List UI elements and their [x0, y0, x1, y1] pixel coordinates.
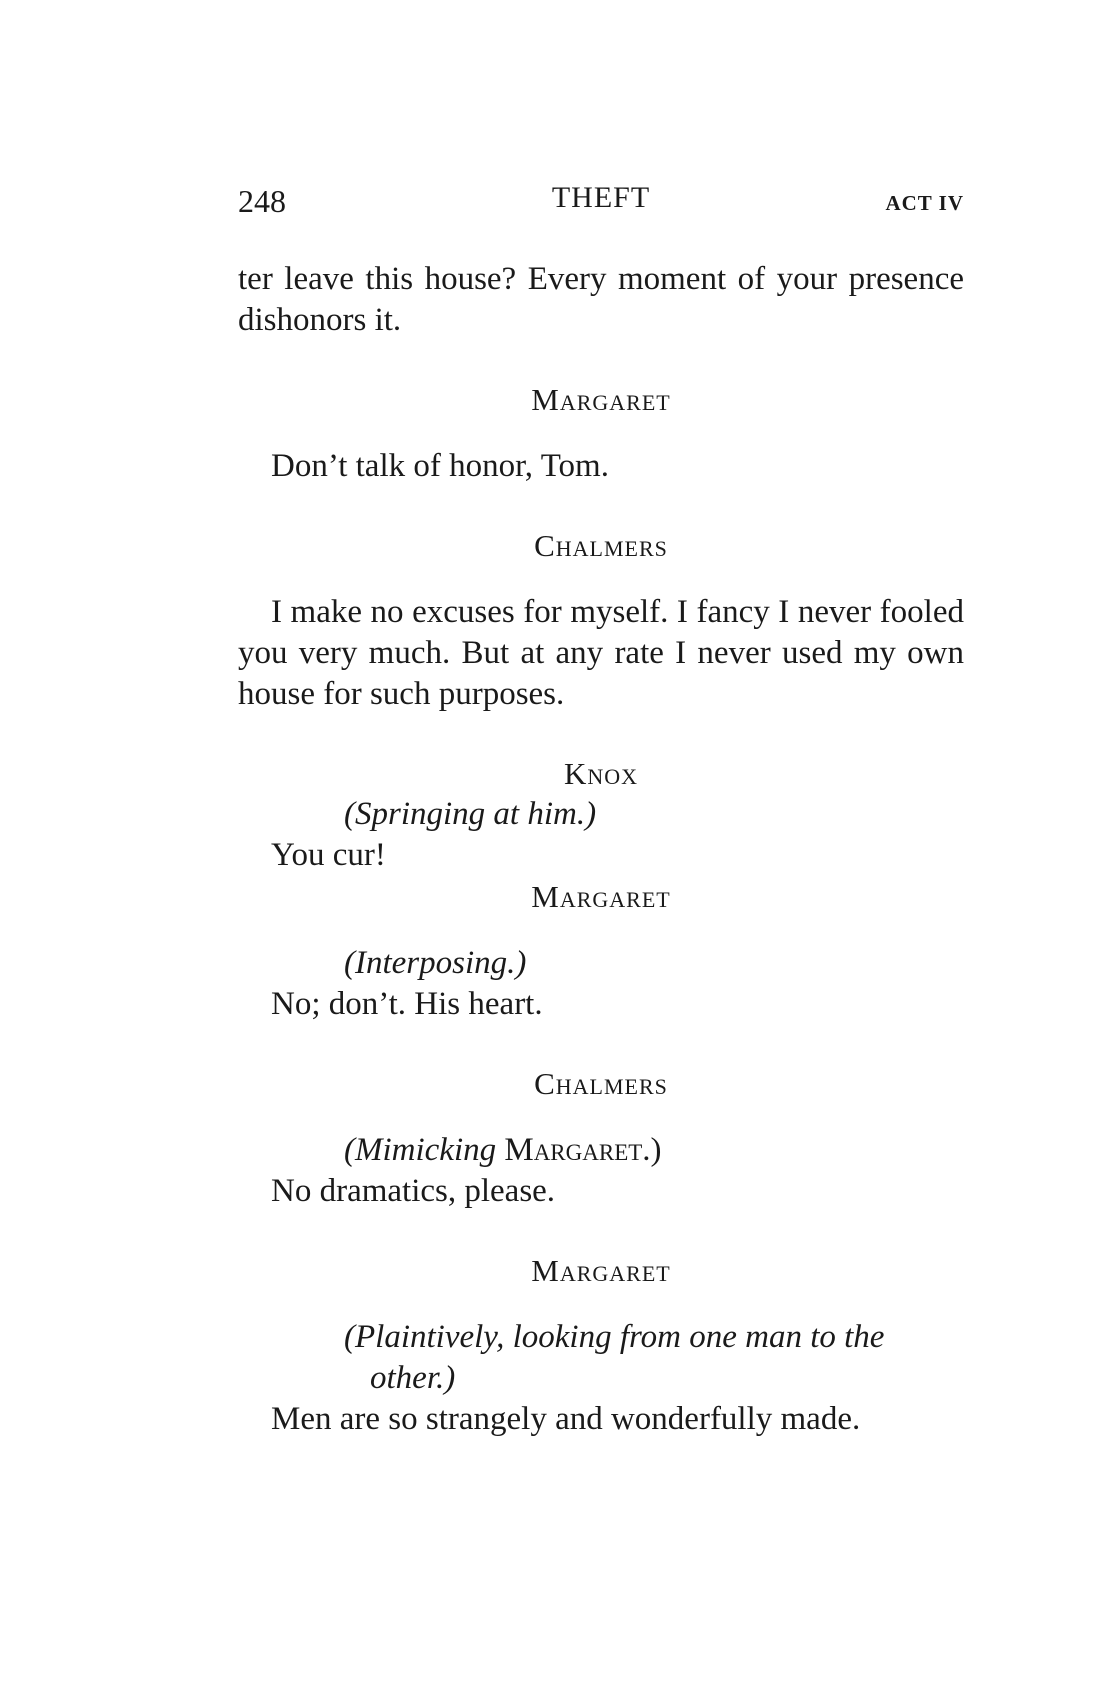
- speaker-name: Chalmers: [534, 1066, 668, 1101]
- page-header: [238, 183, 964, 233]
- direction-text: (Mimicking: [344, 1132, 497, 1168]
- speaker-name: Chalmers: [534, 528, 668, 563]
- stage-direction: (Interposing.): [344, 945, 527, 981]
- speaker-name: Margaret: [531, 1253, 671, 1288]
- act-label: ACT IV: [885, 191, 964, 215]
- speaker-name: Knox: [563, 756, 639, 791]
- running-title: THEFT: [551, 181, 651, 214]
- stage-direction: (Plaintively, looking from one man to the other.): [344, 1319, 885, 1396]
- speech-paragraph: I make no excuses for myself. I fancy I never fooled you very much. But at any rate I never used my own house for such purposes.: [238, 594, 964, 712]
- speaker-name: Margaret: [531, 879, 671, 914]
- speech-line: Don’t talk of honor, Tom.: [271, 448, 609, 484]
- stage-direction: (Springing at him.): [344, 796, 597, 832]
- speech-line: No dramatics, please.: [271, 1173, 556, 1209]
- speech-line: No; don’t. His heart.: [271, 986, 543, 1022]
- speech-line: You cur!: [271, 837, 386, 873]
- continuation-paragraph: ter leave this house? Every moment of your presence dishonors it.: [238, 261, 964, 338]
- speaker-name: Margaret: [531, 382, 671, 417]
- speech-line: Men are so strangely and wonderfully made.: [271, 1401, 861, 1437]
- page-body: [238, 259, 964, 1440]
- direction-character-name: Margaret.): [504, 1132, 662, 1168]
- stage-direction: [238, 1130, 964, 1171]
- page-number: 248: [238, 183, 286, 219]
